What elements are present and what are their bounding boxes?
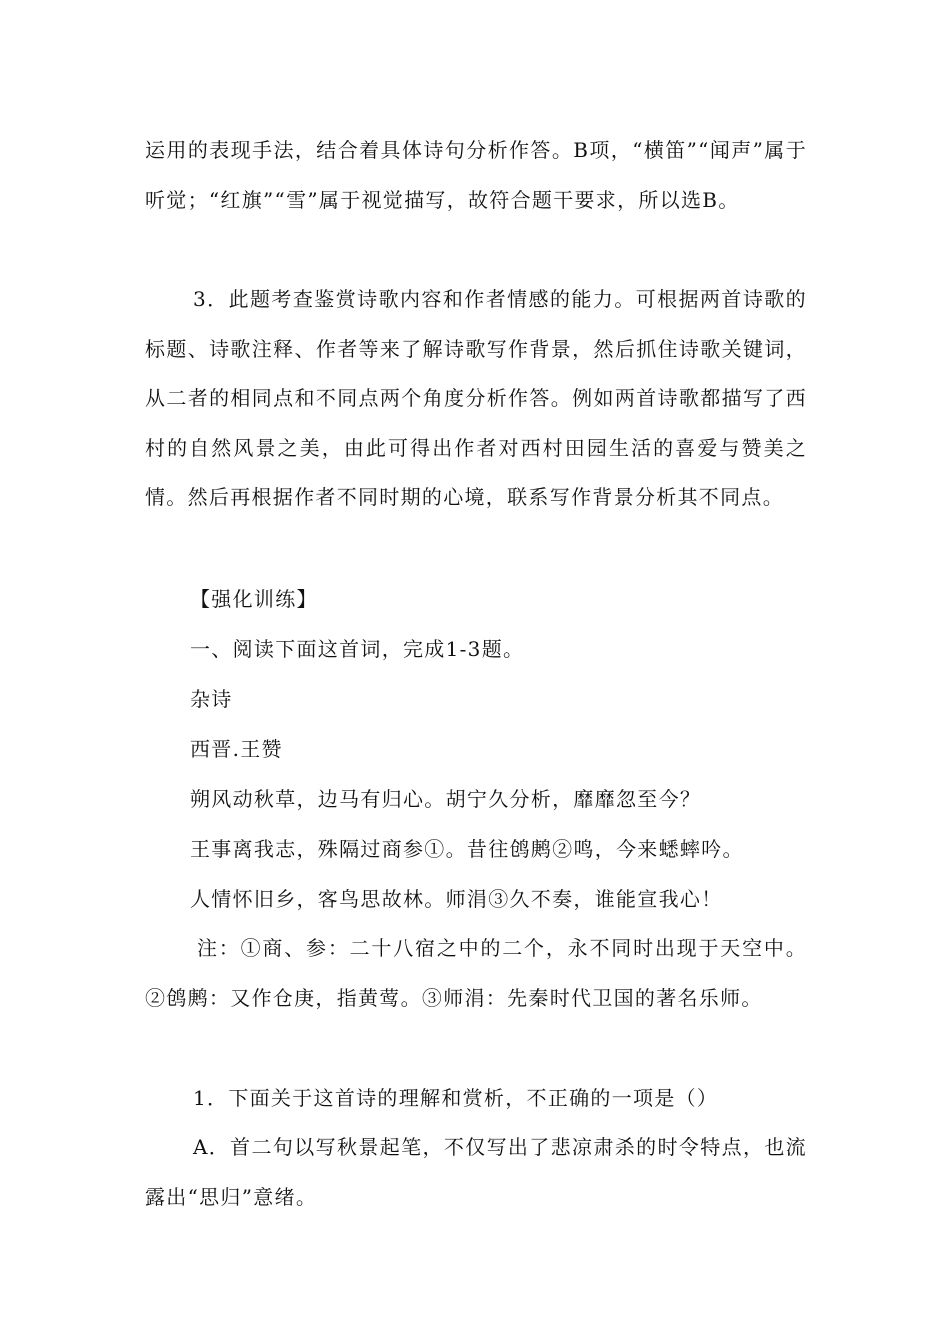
answer-2-continued-paragraph: 运用的表现手法，结合着具体诗句分析作答。B项，“横笛”“闻声”属于听觉；“红旗”“雪”属于视觉描写，故符合题干要求，所以选B。 — [145, 138, 807, 212]
question-1: 1．下面关于这首诗的理解和赏析，不正确的一项是（） — [193, 1086, 719, 1110]
poem-line-2: 王事离我志，殊隔过商参①。昔往鸧鹒②鸣，今来蟋蟀吟。 — [190, 837, 744, 861]
answer-3-paragraph: 3．此题考查鉴赏诗歌内容和作者情感的能力。可根据两首诗歌的标题、诗歌注释、作者等来了解诗歌写作背景，然后抓住诗歌关键词，从二者的相同点和不同点两个角度分析作答。例如两首诗歌都描写了西村的自然风景之美，由此可得出作者对西村田园生活的喜爱与赞美之情。然后再根据作者不同时期的心境，联系写作背景分析其不同点。 — [145, 287, 807, 509]
poem-line-1: 朔风动秋草，边马有归心。胡宁久分析，靡靡忽至今？ — [190, 787, 702, 811]
option-a: A．首二句以写秋景起笔，不仅写出了悲凉肃杀的时令特点，也流露出“思归”意绪。 — [145, 1135, 807, 1209]
exercise-intro: 一、阅读下面这首词，完成1-3题。 — [190, 637, 525, 661]
poem-line-3: 人情怀旧乡，客鸟思故林。师涓③久不奏，谁能宣我心！ — [190, 887, 723, 911]
section-heading: 【强化训练】 — [190, 587, 318, 611]
poem-author: 西晋.王赞 — [190, 737, 283, 761]
poem-title: 杂诗 — [190, 687, 233, 711]
poem-notes: 注：①商、参：二十八宿之中的二个，永不同时出现于天空中。②鸧鹒：又作仓庚，指黄莺。③师涓：先秦时代卫国的著名乐师。 — [145, 936, 807, 1010]
